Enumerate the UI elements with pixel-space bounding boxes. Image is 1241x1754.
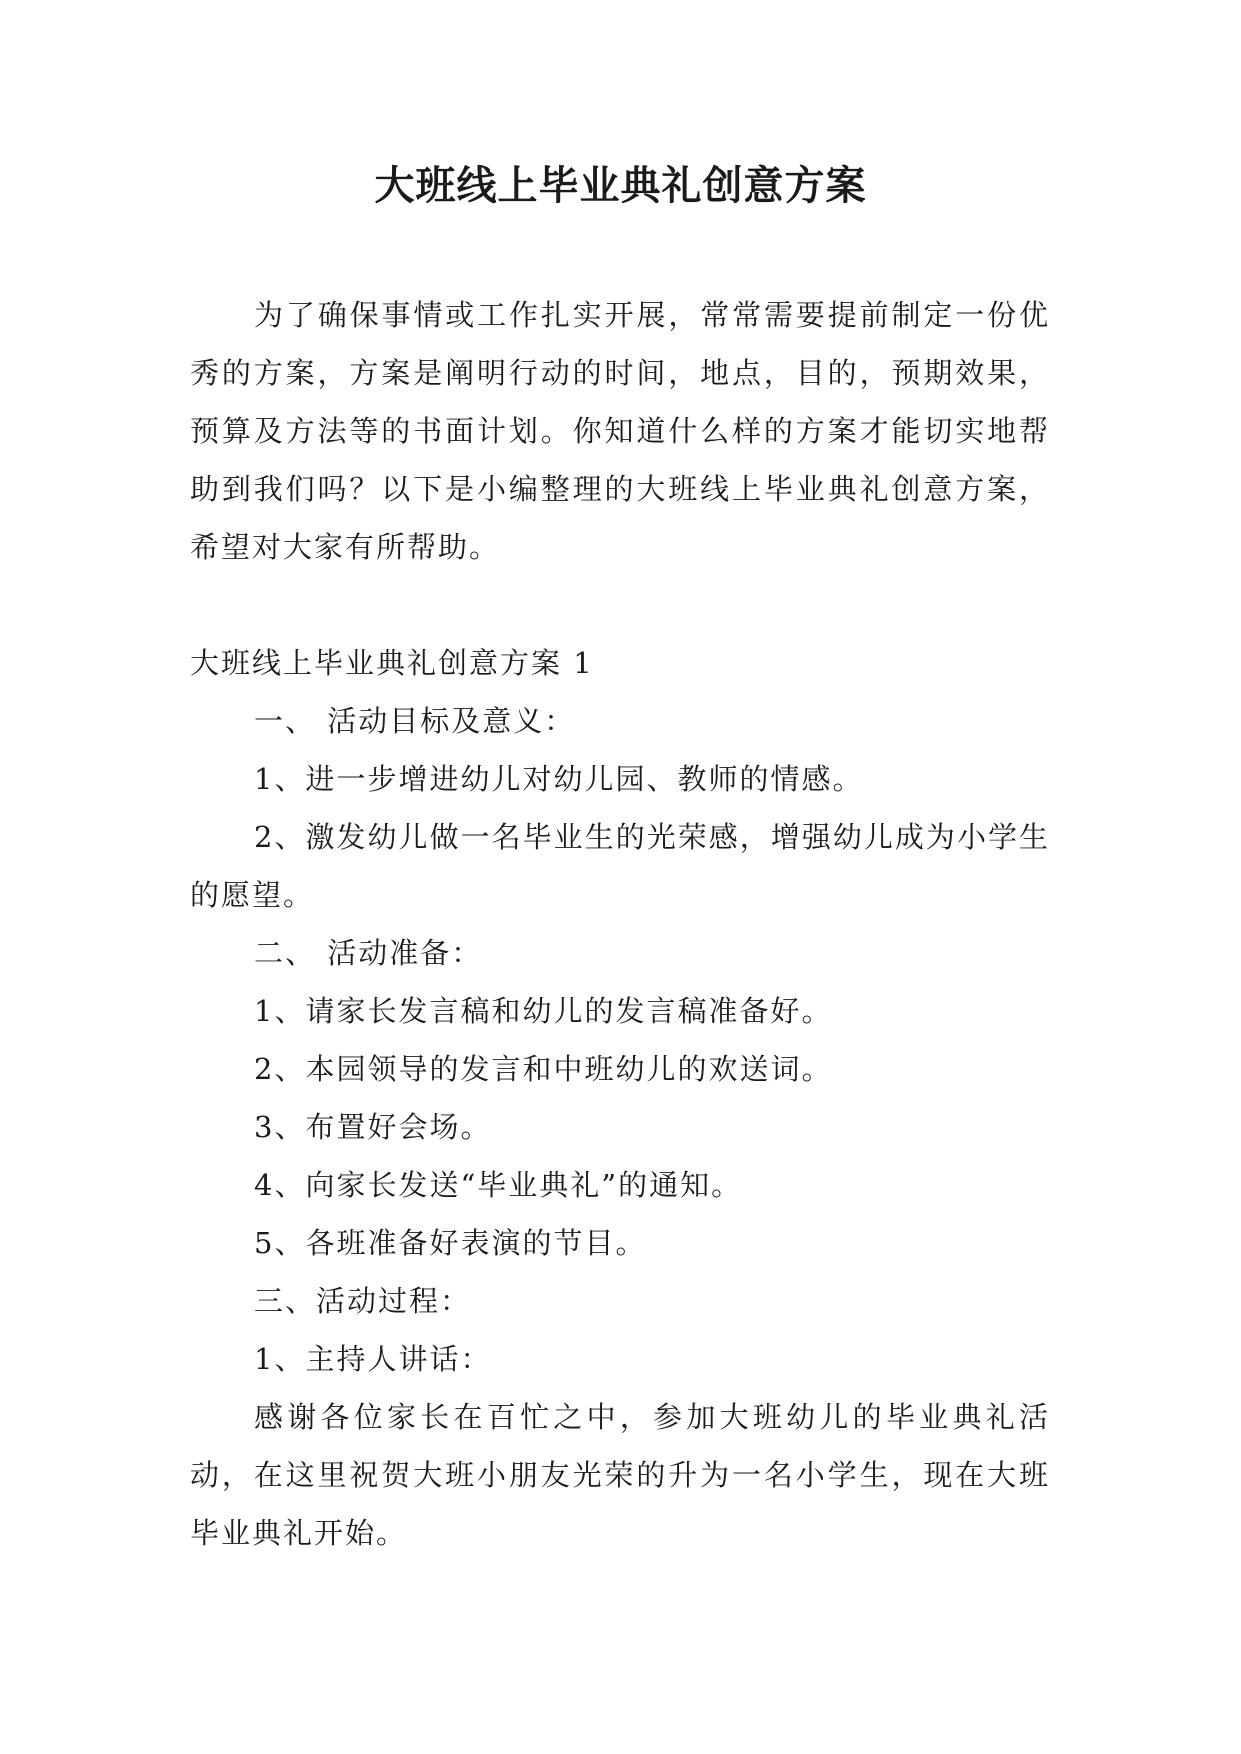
paragraph-prep-3: 3、布置好会场。 (254, 1110, 492, 1144)
section-heading: 大班线上毕业典礼创意方案 1 (190, 646, 594, 680)
paragraph-prep-1: 1、请家长发言稿和幼儿的发言稿准备好。 (254, 994, 833, 1028)
paragraph-goals-heading: 一、 活动目标及意义： (254, 704, 576, 738)
paragraph-goal-1: 1、进一步增进幼儿对幼儿园、教师的情感。 (254, 762, 864, 796)
paragraph-prep-2: 2、本园领导的发言和中班幼儿的欢送词。 (254, 1052, 833, 1086)
document-body (190, 286, 1050, 1562)
paragraph-goal-2: 2、激发幼儿做一名毕业生的光荣感，增强幼儿成为小学生的愿望。 (190, 820, 1050, 912)
paragraph-process-heading: 三、活动过程： (254, 1284, 472, 1318)
document-title: 大班线上毕业典礼创意方案 (374, 163, 867, 209)
paragraph-prep-4: 4、向家长发送“毕业典礼”的通知。 (254, 1168, 743, 1202)
paragraph-prep-5: 5、各班准备好表演的节目。 (254, 1226, 647, 1260)
paragraph-process-1: 1、主持人讲话： (254, 1342, 492, 1376)
paragraph-host-speech: 感谢各位家长在百忙之中，参加大班幼儿的毕业典礼活动，在这里祝贺大班小朋友光荣的升为一名小学生，现在大班毕业典礼开始。 (190, 1400, 1050, 1550)
intro-paragraph: 为了确保事情或工作扎实开展，常常需要提前制定一份优秀的方案，方案是阐明行动的时间，地点，目的，预期效果，预算及方法等的书面计划。你知道什么样的方案才能切实地帮助到我们吗？以下是小编整理的大班线上毕业典礼创意方案，希望对大家有所帮助。 (190, 298, 1050, 564)
paragraph-prep-heading: 二、 活动准备： (254, 936, 483, 970)
